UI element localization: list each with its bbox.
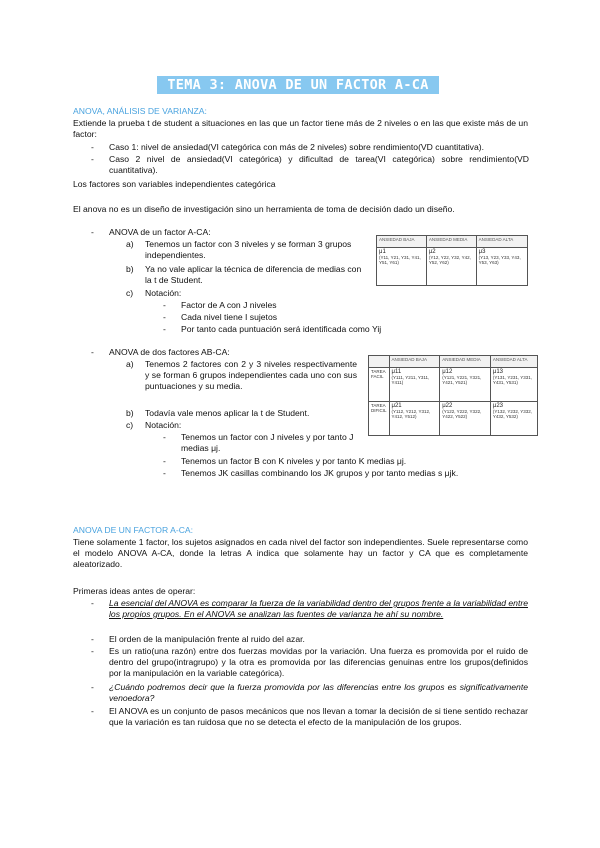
scores: (Y122, Y222, Y322, Y422, Y522) [442, 409, 482, 419]
one-factor-b: Ya no vale aplicar la técnica de diferencia de medias con la t de Student. [145, 264, 362, 285]
one-factor-heading: ANOVA de un factor A-CA: [109, 227, 211, 237]
table1-header: ANSIEDAD MEDIA [426, 236, 476, 248]
table2-cell [490, 402, 537, 436]
case-2: Caso 2 nivel de ansiedad(VI categórica) y dificultad de tarea(VI categórica) sobre rendimiento(VD cuantitativa). [109, 154, 529, 175]
marker-a: a) [126, 239, 134, 249]
idea-4: ¿Cuándo podremos decir que la fuerza promovida por las diferencias entre los grupos es significativamente venoedora? [109, 682, 528, 703]
scores: (Y13, Y23, Y33, Y43, Y53, Y63) [478, 255, 521, 265]
scores: (Y11, Y21, Y31, Y41, Y51, Y61) [379, 255, 421, 265]
mean-label: μ12 [442, 369, 453, 375]
bullet-dash: - [91, 682, 94, 692]
table2-cell [389, 368, 440, 402]
two-factor-heading: ANOVA de dos factores AB-CA: [109, 347, 230, 357]
idea-5: El ANOVA es un conjunto de pasos mecánicos que nos llevan a tomar la decisión de si tiene sentido rechazar que la variación es tan ruidosa que no se detecta el efecto de la manipulación de los grupos. [109, 706, 528, 727]
bullet-dash: - [91, 706, 94, 716]
two-notation-2: Tenemos un factor B con K niveles y por tanto K medias μj. [181, 456, 407, 466]
intro-paragraph: Extiende la prueba t de student a situaciones en las que un factor tiene más de 2 niveles o en las que existe más de un factor: [73, 118, 528, 139]
two-factor-c: Notación: [145, 420, 182, 430]
case-1: Caso 1: nivel de ansiedad(VI categórica con más de 2 niveles) sobre rendimiento(VD cuantitativa). [109, 142, 484, 152]
mean-label: μ3 [478, 249, 486, 255]
scores: (Y121, Y221, Y321, Y421, Y521) [442, 375, 482, 385]
row-label: TAREA DIFICIL [369, 402, 390, 436]
notation-1: Factor de A con J niveles [181, 300, 277, 310]
bullet-dash: - [163, 300, 166, 310]
bullet-dash: - [91, 347, 94, 357]
table2-cell [389, 402, 440, 436]
mean-label: μ22 [442, 403, 453, 409]
first-ideas-heading: Primeras ideas antes de operar: [73, 586, 196, 596]
factors-note: Los factores son variables independientes categórica [73, 179, 276, 189]
table-two-factor [368, 355, 538, 436]
scores: (Y132, Y232, Y332, Y432, Y532) [492, 409, 533, 419]
table2-header: ANSIEDAD MEDIA [440, 356, 491, 368]
marker-b: b) [126, 264, 134, 274]
one-factor-c: Notación: [145, 288, 182, 298]
table1-header: ANSIEDAD BAJA [377, 236, 427, 248]
two-notation-3: Tenemos JK casillas combinando los JK grupos y por tanto medias s μjk. [181, 468, 459, 478]
table2-header: ANSIEDAD ALTA [490, 356, 537, 368]
scores: (Y131, Y231, Y331, Y431, Y531) [492, 375, 533, 385]
marker-b: b) [126, 408, 134, 418]
mean-label: μ2 [428, 249, 436, 255]
notation-2: Cada nivel tiene I sujetos [181, 312, 278, 322]
idea-3: Es un ratio(una razón) entre dos fuerzas movidas por la variación. Una fuerza es promovida por el ruido de dentro del grupo(intragrupo) y la otra es promovida por las diferencias genuinas entre los grupos(definidos por la manipulación en la variable categórica). [109, 646, 528, 678]
anova-note: El anova no es un diseño de investigación sino un herramienta de toma de decisión dado un diseño. [73, 204, 455, 214]
scores: (Y111, Y211, Y311, Y411) [391, 375, 430, 385]
bullet-dash: - [91, 154, 94, 164]
bullet-dash: - [91, 646, 94, 656]
bullet-dash: - [163, 432, 166, 442]
scores: (Y112, Y212, Y312, Y412, Y512) [391, 409, 431, 419]
mean-label: μ1 [379, 249, 386, 255]
idea-1: La esencial del ANOVA es comparar la fuerza de la variabilidad dentro del grupos frente a la variabilidad entre los propios grupos. En el ANOVA se analizan las fuentes de varianza he ahí su nombre. [109, 598, 528, 619]
two-notation-1: Tenemos un factor con J niveles y por tanto J medias μj. [181, 432, 354, 453]
bullet-dash: - [163, 468, 166, 478]
table1-cell [377, 248, 427, 286]
table1-cell [476, 248, 527, 286]
mean-label: μ11 [391, 369, 402, 375]
table2-header: ANSIEDAD BAJA [389, 356, 440, 368]
bullet-dash: - [91, 142, 94, 152]
table-one-factor [376, 235, 528, 286]
table2-cell [490, 368, 537, 402]
bullet-dash: - [163, 312, 166, 322]
bullet-dash: - [91, 634, 94, 644]
table2-corner [369, 356, 390, 368]
bullet-dash: - [91, 598, 94, 608]
section-heading-anova: ANOVA, ANÁLISIS DE VARIANZA: [73, 106, 207, 116]
bullet-dash: - [163, 324, 166, 334]
two-factor-b: Todavía vale menos aplicar la t de Student. [145, 408, 310, 418]
one-factor-a: Tenemos un factor con 3 niveles y se forman 3 grupos independientes. [145, 239, 352, 260]
notation-3: Por tanto cada puntuación será identificada como Yij [181, 324, 382, 334]
marker-a: a) [126, 359, 134, 369]
marker-c: c) [126, 420, 134, 430]
table1-cell [426, 248, 476, 286]
one-factor-paragraph: Tiene solamente 1 factor, los sujetos asignados en cada nivel del factor son independientes. Suele representarse como el modelo ANOVA A-CA, donde la letras A indica que solamente hay un factor y CA que es completamente aleatorizado. [73, 537, 528, 569]
marker-c: c) [126, 288, 134, 298]
table2-cell [440, 368, 491, 402]
page-title: TEMA 3: ANOVA DE UN FACTOR A-CA [157, 76, 439, 94]
mean-label: μ23 [492, 403, 504, 409]
table2-cell [440, 402, 491, 436]
bullet-dash: - [163, 456, 166, 466]
table1-header: ANSIEDAD ALTA [476, 236, 527, 248]
idea-2: El orden de la manipulación frente al ruido del azar. [109, 634, 305, 644]
row-label: TAREA FACIL [369, 368, 390, 402]
bullet-dash: - [91, 227, 94, 237]
section-heading-one-factor: ANOVA DE UN FACTOR A-CA: [73, 525, 194, 535]
mean-label: μ21 [391, 403, 402, 409]
mean-label: μ13 [492, 369, 504, 375]
scores: (Y12, Y22, Y32, Y42, Y52, Y62) [428, 255, 471, 265]
two-factor-a: Tenemos 2 factores con 2 y 3 niveles respectivamente y se forman 6 grupos independientes cada uno con sus puntuaciones y su media. [145, 359, 357, 391]
